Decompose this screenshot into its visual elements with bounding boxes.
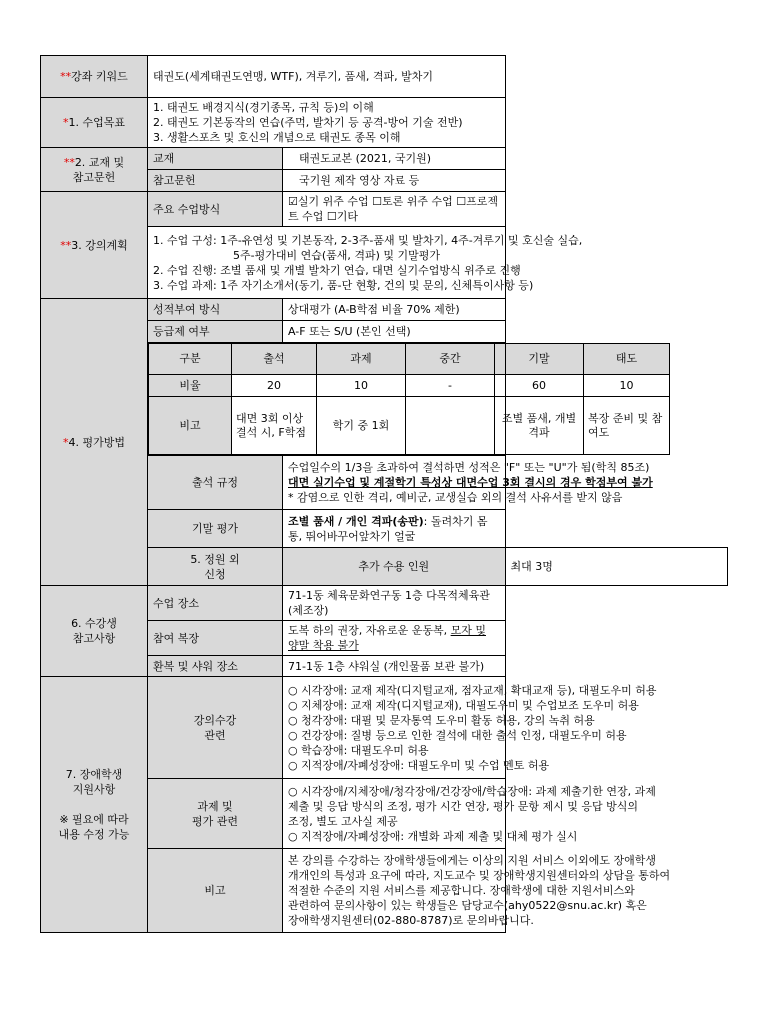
final-key: 기말 평가 (148, 510, 283, 548)
quota-value: 최대 3명 (505, 548, 728, 586)
final-value: 조별 품새 / 개인 격파(송판): 돌려차기 몸통, 뛰어바꾸어앞차기 얼굴 (283, 510, 506, 548)
textbook-row (41, 148, 728, 170)
attire-row: 참여 복장 도복 하의 권장, 자유로운 운동복, 모자 및 양말 착용 불가 (41, 621, 728, 656)
method-key: 주요 수업방식 (148, 192, 283, 227)
goal-row (41, 98, 728, 148)
disability-lecture-row: 7. 장애학생 지원사항 ※ 필요에 따라 내용 수정 가능 강의수강 관련 ○ 시각장애: 교재 제작(디지털교재, 점자교재, 확대교재 등), 대필도우미 허용 ○ 지체장애: 교재 제작(디지털교재), 대필도우미 및 수업보조 도우미 허용 ○ 청각장애: 대필 및 문자통역 도우미 활동 허용, 강의 녹취 허용 ○ 건강장애: 질병 등으로 인한 결석에 대한 출석 인정, 대필도우미 허용 ○ 학습장애: 대필도우미 허용 ○ 지적장애/자폐성장애: 대필도우미 및 수업 멘토 허용 (41, 677, 728, 779)
reference-key: 참고문헌 (148, 170, 283, 192)
keyword-label: **강좌 키워드 (41, 56, 148, 98)
plan-detail: 1. 수업 구성: 1주-유연성 및 기본동작, 2-3주-품새 및 발차기, 4주-겨루기 및 호신술 실습, 5주-평가대비 연습(품새, 격파) 및 기말평가 2. 수업 진행: 조별 품새 및 개별 발차기 연습, 대면 실기수업방식 위주로 진행 3. 수업 과제: 1주 자기소개서(동기, 품-단 현황, 건의 및 문의, 신체특이사항 등) (148, 227, 506, 299)
goal-label: *1. 수업목표 (41, 98, 148, 148)
eval-label: *4. 평가방법 (41, 299, 148, 586)
score-table (148, 343, 670, 455)
score-header-row: 구분 출석 과제 중간 기말 태도 (149, 344, 670, 375)
goal-value: 1. 태권도 배경지식(경기종목, 규칙 등)의 이해 2. 태권도 기본동작의 연습(주먹, 발차기 등 공격-방어 기술 전반) 3. 생활스포츠 및 호신의 개념으로 태권도 종목 이해 (148, 98, 506, 148)
task-support: ○ 시각장애/지체장애/청각장애/건강장애/학습장애: 과제 제출기한 연장, 과제 제출 및 응답 방식의 조정, 평가 시간 연장, 평가 문항 제시 및 응답 방식의 조정, 별도 고사실 제공 ○ 지적장애/자폐성장애: 개별화 과제 제출 및 대체 평가 실시 (283, 779, 506, 849)
textbook-key: 교재 (148, 148, 283, 170)
place-row: 6. 수강생 참고사항 수업 장소 71-1동 체육문화연구동 1층 다목적체육관 (체조장) (41, 586, 728, 621)
disability-note-row: 비고 본 강의를 수강하는 장애학생들에게는 이상의 지원 서비스 이외에도 장애학생 개개인의 특성과 요구에 따라, 지도교수 및 장애학생지원센터와의 상담을 통하여 적절한 수준의 지원 서비스를 제공합니다. 장애학생에 대한 지원서비스와 관련하여 문의사항이 있는 학생들은 담당교수(ahy0522@snu.ac.kr) 혹은 장애학생지원센터(02-880-8787)로 문의바랍니다. (41, 849, 728, 933)
keyword-row (41, 56, 728, 98)
grading-key: 성적부여 방식 (148, 299, 283, 321)
keyword-value: 태권도(세계태권도연맹, WTF), 겨루기, 품새, 격파, 발차기 (148, 56, 506, 98)
lecture-support: ○ 시각장애: 교재 제작(디지털교재, 점자교재, 확대교재 등), 대필도우미 허용 ○ 지체장애: 교재 제작(디지털교재), 대필도우미 및 수업보조 도우미 허용 ○ 청각장애: 대필 및 문자통역 도우미 활동 허용, 강의 녹취 허용 ○ 건강장애: 질병 등으로 인한 결석에 대한 출석 인정, 대필도우미 허용 ○ 학습장애: 대필도우미 허용 ○ 지적장애/자폐성장애: 대필도우미 및 수업 멘토 허용 (283, 677, 506, 779)
score-ratio-row: 비율 20 10 - 60 10 (149, 375, 670, 397)
shower-row: 환복 및 샤워 장소 71-1동 1층 샤워실 (개인물품 보관 불가) (41, 656, 728, 677)
textbook-label: **2. 교재 및 참고문헌 (41, 148, 148, 192)
grading-value: 상대평가 (A-B학점 비율 70% 제한) (283, 299, 506, 321)
textbook-value: 태권도교본 (2021, 국기원) (283, 148, 506, 170)
disability-label: 7. 장애학생 지원사항 ※ 필요에 따라 내용 수정 가능 (41, 677, 148, 933)
plan-method-row (41, 192, 728, 227)
quota-key: 추가 수용 인원 (283, 548, 506, 586)
reference-value: 국기원 제작 영상 자료 등 (283, 170, 506, 192)
syllabus-table (40, 55, 728, 933)
grade-key: 등급제 여부 (148, 321, 283, 343)
notes6-label: 6. 수강생 참고사항 (41, 586, 148, 677)
disability-note: 본 강의를 수강하는 장애학생들에게는 이상의 지원 서비스 이외에도 장애학생 개개인의 특성과 요구에 따라, 지도교수 및 장애학생지원센터와의 상담을 통하여 적절한 수준의 지원 서비스를 제공합니다. 장애학생에 대한 지원서비스와 관련하여 문의사항이 있는 학생들은 담당교수(ahy0522@snu.ac.kr) 혹은 장애학생지원센터(02-880-8787)로 문의바랍니다. (283, 849, 506, 933)
grading-row (41, 299, 728, 321)
score-note-row: 비고 대면 3회 이상 결석 시, F학점 학기 중 1회 조별 품새, 개별 격파 복장 준비 및 참여도 (149, 397, 670, 455)
quota-label: 5. 정원 외 신청 (148, 548, 283, 586)
attendance-key: 출석 규정 (148, 456, 283, 510)
plan-label: **3. 강의계획 (41, 192, 148, 299)
grade-value: A-F 또는 S/U (본인 선택) (283, 321, 506, 343)
disability-task-row: 과제 및 평가 관련 ○ 시각장애/지체장애/청각장애/건강장애/학습장애: 과제 제출기한 연장, 과제 제출 및 응답 방식의 조정, 평가 시간 연장, 평가 문항 제시 및 응답 방식의 조정, 별도 고사실 제공 ○ 지적장애/자폐성장애: 개별화 과제 제출 및 대체 평가 실시 (41, 779, 728, 849)
attendance-value: 수업일수의 1/3을 초과하여 결석하면 성적은 "F" 또는 "U"가 됨(학칙 85조) 대면 실기수업 및 계절학기 특성상 대면수업 3회 결시의 경우 학점부여 불가 * 감염으로 인한 격리, 예비군, 교생실습 외의 결석 사유서를 받지 않음 (283, 456, 506, 510)
method-value: ☑실기 위주 수업 ☐토론 위주 수업 ☐프로젝트 수업 ☐기타 (283, 192, 506, 227)
